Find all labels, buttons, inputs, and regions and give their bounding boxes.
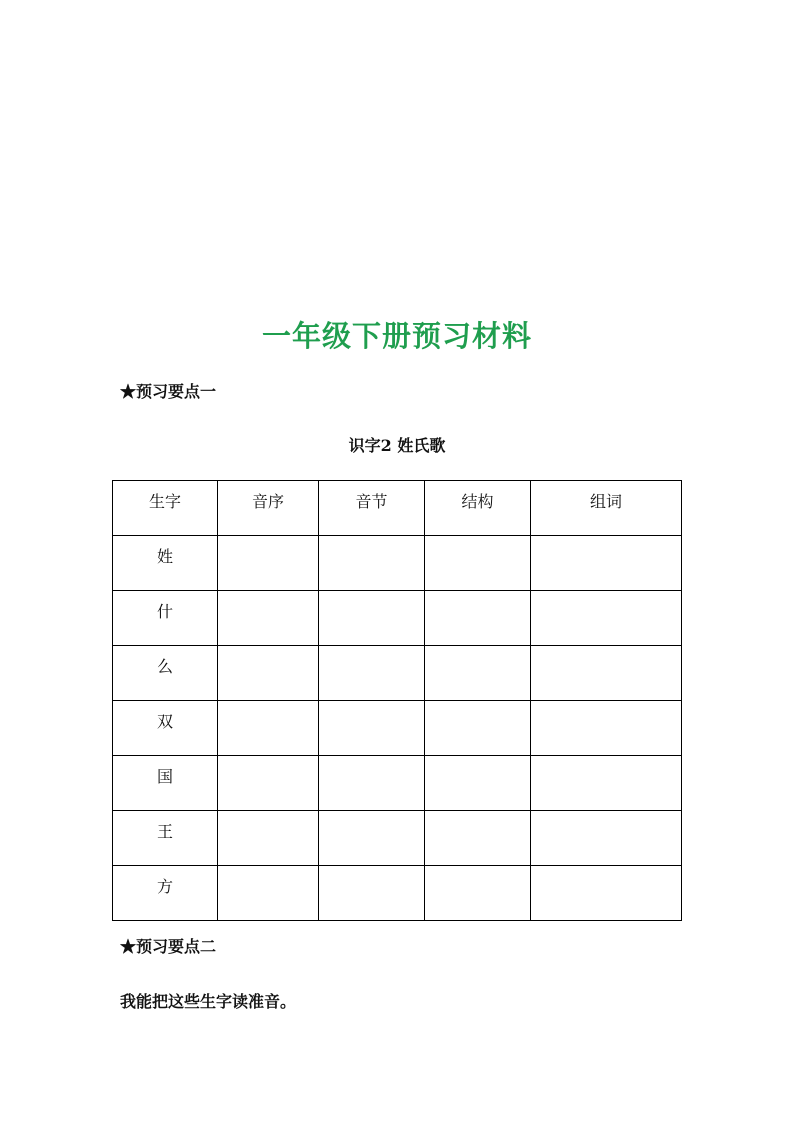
header-word: 组词 <box>531 481 682 536</box>
header-structure: 结构 <box>425 481 531 536</box>
structure-cell[interactable] <box>425 756 531 811</box>
character-cell: 王 <box>113 811 218 866</box>
syllable-cell[interactable] <box>319 701 425 756</box>
character-cell: 国 <box>113 756 218 811</box>
character-cell: 方 <box>113 866 218 921</box>
table-row <box>113 866 682 921</box>
table-row <box>113 646 682 701</box>
initial-cell[interactable] <box>218 866 319 921</box>
syllable-cell[interactable] <box>319 646 425 701</box>
syllable-cell[interactable] <box>319 756 425 811</box>
initial-cell[interactable] <box>218 536 319 591</box>
structure-cell[interactable] <box>425 536 531 591</box>
structure-cell[interactable] <box>425 866 531 921</box>
word-cell[interactable] <box>531 536 682 591</box>
syllable-cell[interactable] <box>319 536 425 591</box>
initial-cell[interactable] <box>218 591 319 646</box>
table-row <box>113 591 682 646</box>
header-character: 生字 <box>113 481 218 536</box>
word-cell[interactable] <box>531 701 682 756</box>
initial-cell[interactable] <box>218 811 319 866</box>
structure-cell[interactable] <box>425 591 531 646</box>
word-cell[interactable] <box>531 811 682 866</box>
section-heading-1: ★预习要点一 <box>120 382 217 401</box>
instruction-text: 我能把这些生字读准音。 <box>120 992 297 1011</box>
table-row <box>113 536 682 591</box>
section-heading-2: ★预习要点二 <box>120 937 217 956</box>
syllable-cell[interactable] <box>319 591 425 646</box>
table-row <box>113 701 682 756</box>
syllable-cell[interactable] <box>319 811 425 866</box>
document-title: 一年级下册预习材料 <box>261 319 532 353</box>
character-table <box>112 480 682 921</box>
word-cell[interactable] <box>531 591 682 646</box>
syllable-cell[interactable] <box>319 866 425 921</box>
table-row <box>113 756 682 811</box>
character-cell: 姓 <box>113 536 218 591</box>
initial-cell[interactable] <box>218 701 319 756</box>
structure-cell[interactable] <box>425 811 531 866</box>
word-cell[interactable] <box>531 646 682 701</box>
word-cell[interactable] <box>531 756 682 811</box>
character-cell: 么 <box>113 646 218 701</box>
word-cell[interactable] <box>531 866 682 921</box>
header-syllable: 音节 <box>319 481 425 536</box>
lesson-title: 识字2 姓氏歌 <box>348 436 446 455</box>
table-row <box>113 811 682 866</box>
table-header-row <box>113 481 682 536</box>
structure-cell[interactable] <box>425 646 531 701</box>
initial-cell[interactable] <box>218 756 319 811</box>
character-cell: 双 <box>113 701 218 756</box>
structure-cell[interactable] <box>425 701 531 756</box>
header-initial: 音序 <box>218 481 319 536</box>
initial-cell[interactable] <box>218 646 319 701</box>
character-cell: 什 <box>113 591 218 646</box>
